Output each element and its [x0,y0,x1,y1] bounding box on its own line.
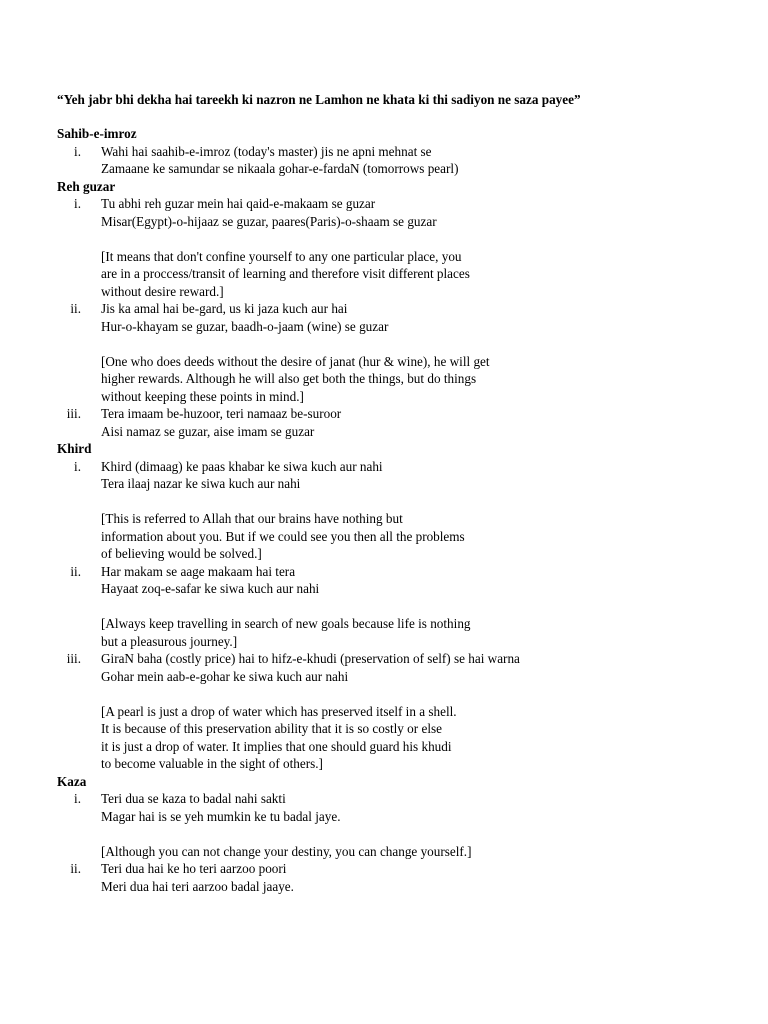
blank-line [101,825,747,843]
verse-line: [A pearl is just a drop of water which has preserved itself in a shell. [101,703,457,719]
roman-numeral: ii. [70,301,81,316]
verse-line: Jis ka amal hai be-gard, us ki jaza kuch aur hai [101,301,348,316]
verse-line: Tu abhi reh guzar mein hai qaid-e-makaam se guzar [101,196,376,211]
verse-line: Tera ilaaj nazar ke siwa kuch aur nahi [101,476,301,491]
section-heading: Kaza [57,773,87,789]
verse-line: but a pleasurous journey.] [101,633,238,649]
verse-line: information about you. But if we could see you then all the problems [101,528,465,544]
verse-line: are in a proccess/transit of learning and therefore visit different places [101,266,470,281]
roman-numeral: ii. [70,563,81,579]
section-heading: Khird [57,441,92,456]
roman-numeral: i. [74,458,81,474]
roman-numeral: ii. [70,861,81,876]
poem-content [57,125,747,895]
verse-line: Misar(Egypt)-o-hijaaz se guzar, paares(Paris)-o-shaam se guzar [101,213,437,229]
verse-line: Teri dua hai ke ho teri aarzoo poori [101,861,287,876]
blank-line [101,493,747,511]
verse-line: Khird (dimaag) ke paas khabar ke siwa kuch aur nahi [101,458,383,474]
blank-line [101,230,747,248]
verse-line: to become valuable in the sight of others.] [101,756,323,771]
verse-line: Magar hai is se yeh mumkin ke tu badal jaye. [101,808,341,824]
verse-line: Hur-o-khayam se guzar, baadh-o-jaam (wine) se guzar [101,318,389,334]
verse-entry [57,790,747,860]
verse-line: Teri dua se kaza to badal nahi sakti [101,791,286,806]
verse-entry [57,563,747,651]
verse-line: [One who does deeds without the desire of janat (hur & wine), he will get [101,353,490,369]
blank-line [101,685,747,703]
verse-line: [This is referred to Allah that our brains have nothing but [101,511,403,526]
verse-line: It is because of this preservation ability that it is so costly or else [101,721,442,736]
verse-line: Har makam se aage makaam hai tera [101,563,296,579]
verse-entry [57,650,747,773]
verse-line: Tera imaam be-huzoor, teri namaaz be-suroor [101,406,342,421]
verse-line: [Always keep travelling in search of new goals because life is nothing [101,616,471,631]
verse-line: it is just a drop of water. It implies that one should guard his khudi [101,738,452,754]
verse-line: without keeping these points in mind.] [101,388,304,404]
verse-line: Gohar mein aab-e-gohar ke siwa kuch aur nahi [101,668,349,684]
opening-quote: “Yeh jabr bhi dekha hai tareekh ki nazron ne Lamhon ne khata ki thi sadiyon ne saza payee” [57,92,581,107]
roman-numeral: i. [74,196,81,211]
roman-numeral: i. [74,791,81,806]
verse-line: Aisi namaz se guzar, aise imam se guzar [101,423,315,439]
blank-line [101,598,747,616]
verse-line: [Although you can not change your destiny, you can change yourself.] [101,843,472,859]
roman-numeral: iii. [66,406,81,421]
verse-line: Wahi hai saahib-e-imroz (today's master) jis ne apni mehnat se [101,143,432,159]
verse-entry [57,405,747,440]
verse-entry [57,860,747,895]
section-heading: Sahib-e-imroz [57,126,137,141]
verse-line: Zamaane ke samundar se nikaala gohar-e-fardaN (tomorrows pearl) [101,161,459,176]
verse-line: Meri dua hai teri aarzoo badal jaaye. [101,878,294,894]
roman-numeral: iii. [66,651,81,666]
verse-entry [57,458,747,563]
roman-numeral: i. [74,143,81,159]
verse-entry [57,143,747,178]
verse-line: Hayaat zoq-e-safar ke siwa kuch aur nahi [101,581,320,596]
verse-line: GiraN baha (costly price) hai to hifz-e-khudi (preservation of self) se hai warna [101,651,520,666]
verse-entry [57,300,747,405]
blank-line [101,335,747,353]
verse-line: higher rewards. Although he will also get both the things, but do things [101,371,477,386]
verse-line: of believing would be solved.] [101,546,262,561]
section-heading: Reh guzar [57,178,116,194]
verse-line: [It means that don't confine yourself to any one particular place, you [101,248,462,264]
verse-entry [57,195,747,300]
verse-line: without desire reward.] [101,283,224,299]
